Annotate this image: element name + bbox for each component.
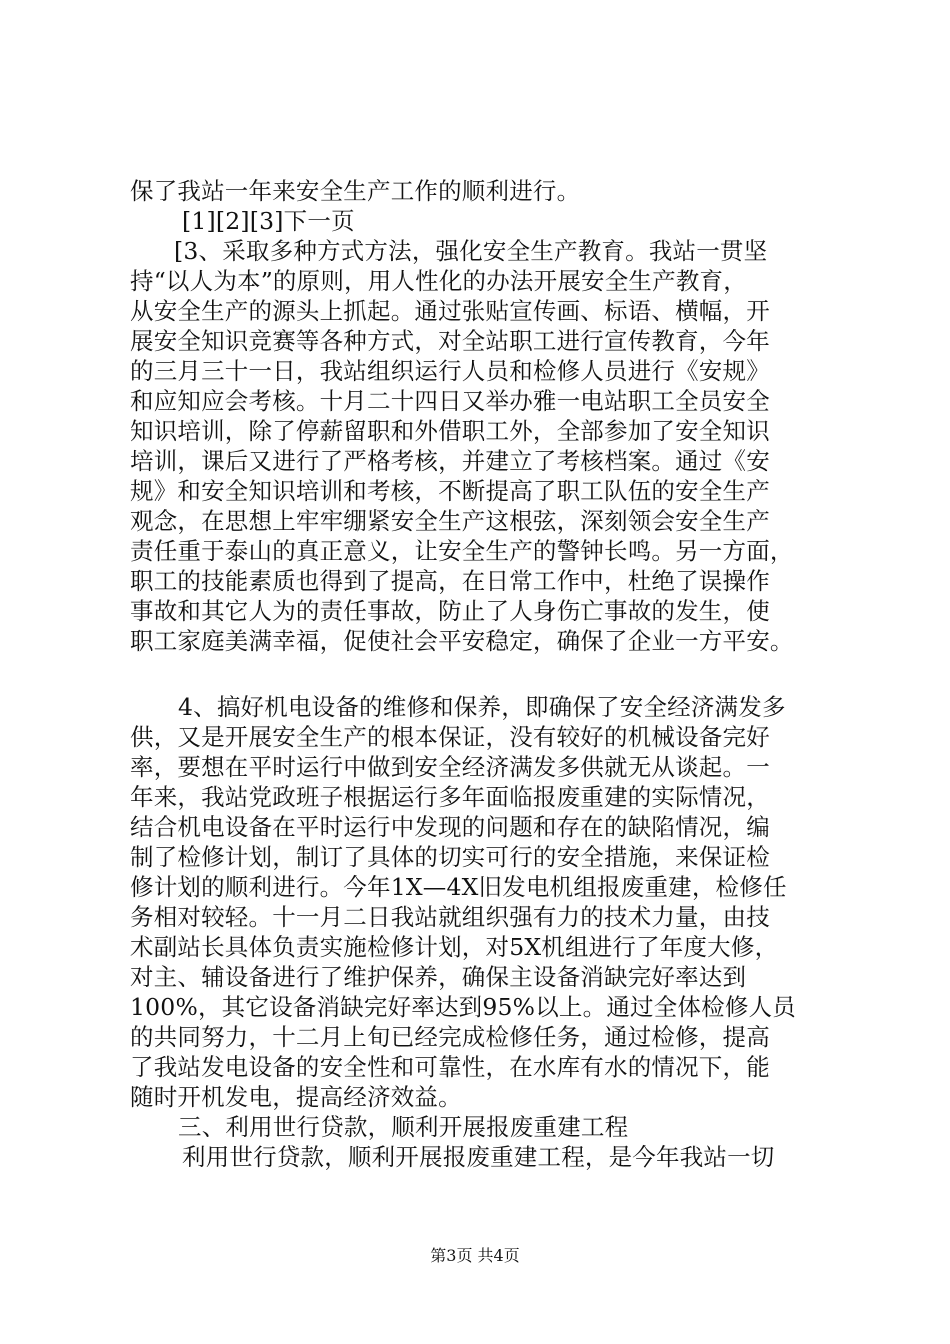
- text-line: 从安全生产的源头上抓起。通过张贴宣传画、标语、横幅，开: [130, 297, 770, 325]
- text-line: 对主、辅设备进行了维护保养，确保主设备消缺完好率达到: [130, 963, 747, 991]
- text-line: 4、搞好机电设备的维修和保养，即确保了安全经济满发多: [178, 693, 786, 721]
- text-line: 术副站长具体负责实施检修计划，对5X机组进行了年度大修，: [130, 933, 779, 961]
- text-line: 观念，在思想上牢牢绷紧安全生产这根弦，深刻领会安全生产: [130, 507, 770, 535]
- text-line: 的共同努力，十二月上旬已经完成检修任务，通过检修，提高: [130, 1023, 770, 1051]
- text-line: 修计划的顺利进行。今年1X—4X旧发电机组报废重建，检修任: [130, 873, 787, 901]
- text-line: 展安全知识竞赛等各种方式，对全站职工进行宣传教育，今年: [130, 327, 770, 355]
- text-line: [3、采取多种方式方法，强化安全生产教育。我站一贯坚: [174, 237, 768, 265]
- text-line: 制了检修计划，制订了具体的切实可行的安全措施，来保证检: [130, 843, 770, 871]
- pagination-links[interactable]: [1][2][3]下一页: [182, 207, 355, 235]
- text-line: 规》和安全知识培训和考核，不断提高了职工队伍的安全生产: [130, 477, 770, 505]
- text-line: 事故和其它人为的责任事故，防止了人身伤亡事故的发生，使: [130, 597, 770, 625]
- text-line: 培训，课后又进行了严格考核，并建立了考核档案。通过《安: [130, 447, 770, 475]
- text-line: 的三月三十一日，我站组织运行人员和检修人员进行《安规》: [130, 357, 770, 385]
- text-line: 随时开机发电，提高经济效益。: [130, 1083, 462, 1111]
- text-line: 知识培训，除了停薪留职和外借职工外，全部参加了安全知识: [130, 417, 770, 445]
- text-line: 责任重于泰山的真正意义，让安全生产的警钟长鸣。另一方面，: [130, 537, 794, 565]
- text-line: 100%，其它设备消缺完好率达到95%以上。通过全体检修人员: [130, 993, 796, 1021]
- section-heading: 三、利用世行贷款，顺利开展报废重建工程: [178, 1113, 629, 1141]
- text-line: 年来，我站党政班子根据运行多年面临报废重建的实际情况，: [130, 783, 770, 811]
- text-line: 了我站发电设备的安全性和可靠性，在水库有水的情况下，能: [130, 1053, 770, 1081]
- text-line: 持“以人为本”的原则，用人性化的办法开展安全生产教育，: [130, 267, 747, 295]
- text-line: 务相对较轻。十一月二日我站就组织强有力的技术力量，由技: [130, 903, 770, 931]
- text-line: 率，要想在平时运行中做到安全经济满发多供就无从谈起。一: [130, 753, 770, 781]
- text-line: 结合机电设备在平时运行中发现的问题和存在的缺陷情况，编: [130, 813, 770, 841]
- text-line: 供，又是开展安全生产的根本保证，没有较好的机械设备完好: [130, 723, 770, 751]
- text-line: 职工家庭美满幸福，促使社会平安稳定，确保了企业一方平安。: [130, 627, 794, 655]
- text-line: 职工的技能素质也得到了提高，在日常工作中，杜绝了误操作: [130, 567, 770, 595]
- page-footer: 第3页 共4页: [430, 1246, 520, 1265]
- text-line: 利用世行贷款，顺利开展报废重建工程，是今年我站一切: [182, 1143, 775, 1171]
- text-line: 和应知应会考核。十月二十四日又举办雅一电站职工全员安全: [130, 387, 770, 415]
- text-line: 保了我站一年来安全生产工作的顺利进行。: [130, 177, 581, 205]
